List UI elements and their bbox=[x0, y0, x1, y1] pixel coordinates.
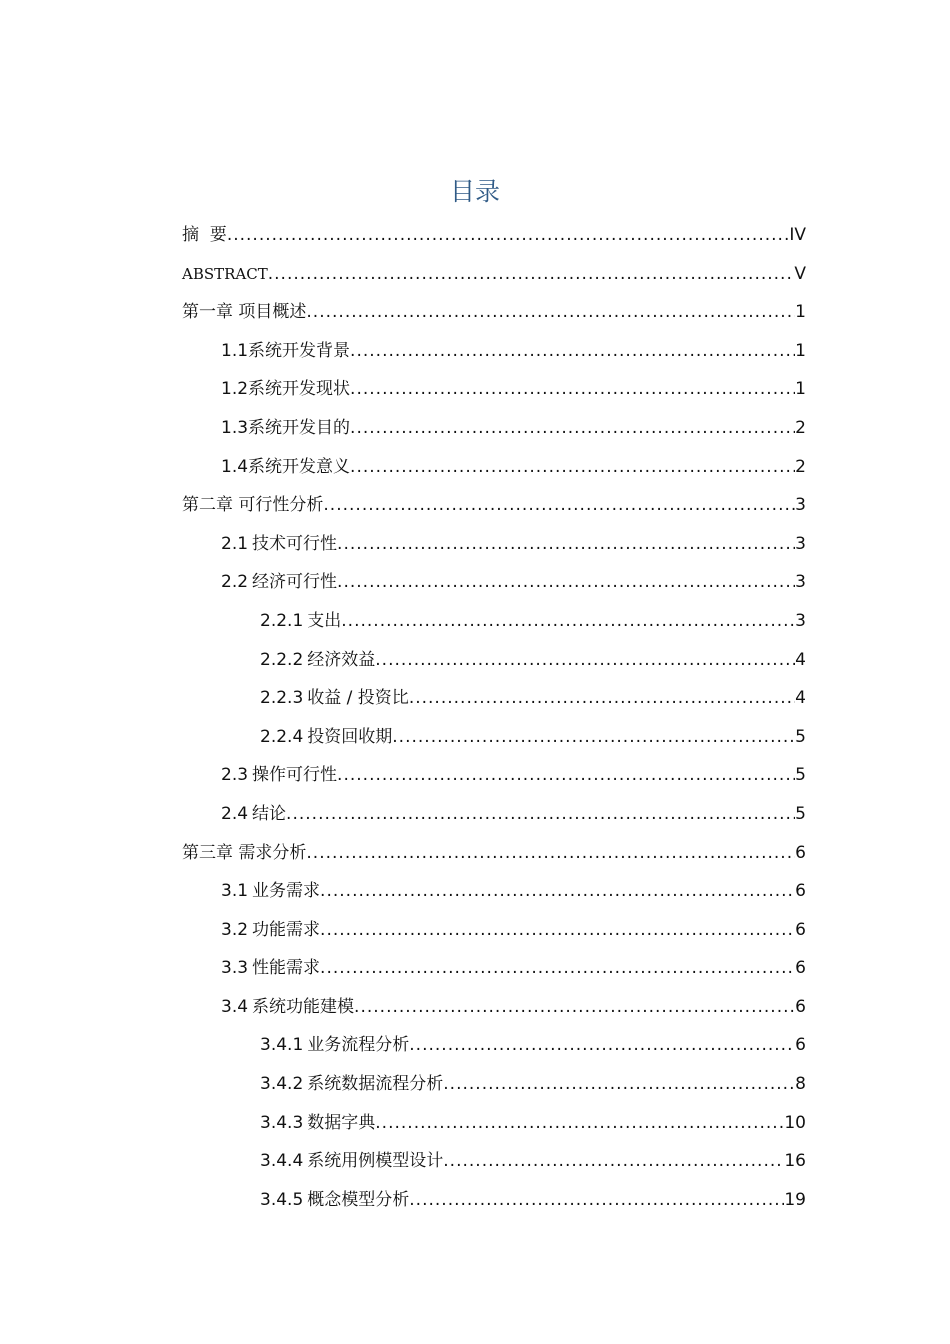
toc-entry[interactable] bbox=[182, 332, 806, 371]
toc-entry-label: 系统开发现状 bbox=[248, 379, 351, 400]
toc-leader bbox=[375, 641, 795, 680]
toc-leader bbox=[409, 679, 795, 718]
toc-leader bbox=[375, 1104, 784, 1143]
toc-entry-page: 16 bbox=[784, 1151, 806, 1172]
toc-entry[interactable] bbox=[182, 1065, 806, 1104]
toc-entry-page: 6 bbox=[795, 842, 806, 863]
toc-entry-page: 19 bbox=[784, 1189, 806, 1210]
toc-entry-number: 1.3 bbox=[221, 417, 249, 438]
toc-entry-number: 3.4 bbox=[221, 996, 249, 1017]
toc-entry-page: 4 bbox=[795, 688, 806, 709]
toc-entry-label: 业务需求 bbox=[252, 881, 321, 902]
toc-entry-number: 2.2.2 bbox=[260, 649, 304, 670]
toc-entry[interactable] bbox=[182, 1026, 806, 1065]
toc-leader bbox=[350, 332, 795, 371]
toc-entry-page: 6 bbox=[795, 881, 806, 902]
toc-leader bbox=[337, 563, 795, 602]
toc-entry[interactable] bbox=[182, 563, 806, 602]
toc-entry-label: 系统数据流程分析 bbox=[307, 1074, 444, 1095]
toc-entry[interactable] bbox=[182, 988, 806, 1027]
toc-entry[interactable] bbox=[182, 525, 806, 564]
toc-entry[interactable] bbox=[182, 756, 806, 795]
toc-entry[interactable] bbox=[182, 1181, 806, 1220]
toc-entry[interactable] bbox=[182, 1104, 806, 1143]
toc-entry-label: 结论 bbox=[252, 803, 287, 824]
toc-entry[interactable] bbox=[182, 486, 806, 525]
toc-entry[interactable] bbox=[182, 255, 806, 294]
toc-entry-number: 3.3 bbox=[221, 958, 249, 979]
toc-entry-label: 系统开发背景 bbox=[248, 340, 351, 361]
toc-leader bbox=[227, 216, 790, 255]
toc-entry-label: 经济可行性 bbox=[252, 572, 338, 593]
toc-entry-label: 收益 / 投资比 bbox=[307, 688, 409, 709]
toc-entry[interactable] bbox=[182, 448, 806, 487]
toc-entry-number: 3.2 bbox=[221, 919, 249, 940]
toc-entry-page: 5 bbox=[795, 726, 806, 747]
toc-entry-label: 概念模型分析 bbox=[307, 1189, 410, 1210]
toc-entry-page: 6 bbox=[795, 1035, 806, 1056]
toc-leader bbox=[306, 293, 795, 332]
toc-entry-page: 4 bbox=[795, 649, 806, 670]
toc-entry-page: 1 bbox=[795, 379, 806, 400]
toc-leader bbox=[350, 409, 795, 448]
toc-leader bbox=[268, 255, 795, 294]
toc-entry-label: 摘 要 bbox=[182, 225, 227, 245]
toc-entry-number: 2.4 bbox=[221, 803, 249, 824]
toc-entry-label: 支出 bbox=[307, 610, 342, 631]
toc-entry[interactable] bbox=[182, 834, 806, 873]
toc-entry[interactable] bbox=[182, 293, 806, 332]
toc-entry-label: 业务流程分析 bbox=[307, 1035, 410, 1056]
toc-entry-number: 3.1 bbox=[221, 881, 249, 902]
toc-entry-page: 6 bbox=[795, 996, 806, 1017]
toc-leader bbox=[409, 1181, 784, 1220]
toc-entry[interactable] bbox=[182, 911, 806, 950]
toc-entry-number: 1.2 bbox=[221, 379, 249, 400]
toc-entry-label: 功能需求 bbox=[252, 919, 321, 940]
toc-entry[interactable] bbox=[182, 872, 806, 911]
toc-entry[interactable] bbox=[182, 795, 806, 834]
toc-entry-page: 1 bbox=[795, 340, 806, 361]
toc-entry[interactable] bbox=[182, 409, 806, 448]
toc-entry-number: 3.4.2 bbox=[260, 1074, 304, 1095]
toc-entry-page: 1 bbox=[795, 302, 806, 323]
toc-entry-number: 2.2.1 bbox=[260, 610, 304, 631]
toc-leader bbox=[337, 756, 795, 795]
toc-entry-page: IV bbox=[789, 225, 806, 245]
toc-leader bbox=[341, 602, 795, 641]
toc-entry-number: 3.4.1 bbox=[260, 1035, 304, 1056]
toc-entry-label: 性能需求 bbox=[252, 958, 321, 979]
toc-entry-page: 3 bbox=[795, 572, 806, 593]
toc-leader bbox=[320, 911, 795, 950]
toc-entry-label: 系统功能建模 bbox=[252, 996, 355, 1017]
toc-leader bbox=[354, 988, 795, 1027]
toc-entry-number: 2.1 bbox=[221, 533, 249, 554]
toc-leader bbox=[286, 795, 795, 834]
toc-entry-label: ABSTRACT bbox=[182, 264, 268, 283]
toc-entry-page: 2 bbox=[795, 417, 806, 438]
toc-entry[interactable] bbox=[182, 949, 806, 988]
toc-entry-label: 经济效益 bbox=[307, 649, 376, 670]
toc-leader bbox=[320, 949, 795, 988]
toc-entry-number: 3.4.4 bbox=[260, 1151, 304, 1172]
toc-entry-page: 3 bbox=[795, 495, 806, 516]
toc-entry-label: 系统开发目的 bbox=[248, 417, 351, 438]
toc-leader bbox=[320, 872, 795, 911]
toc-entry-page: 8 bbox=[795, 1074, 806, 1095]
toc-entry[interactable] bbox=[182, 718, 806, 757]
toc-entry-label: 数据字典 bbox=[307, 1112, 376, 1133]
toc-entry-page: 6 bbox=[795, 958, 806, 979]
toc-entry-label: 操作可行性 bbox=[252, 765, 338, 786]
toc-entry[interactable] bbox=[182, 370, 806, 409]
toc-entry-page: 3 bbox=[795, 533, 806, 554]
toc-entry-label: 系统用例模型设计 bbox=[307, 1151, 444, 1172]
toc-entry-label: 第三章 需求分析 bbox=[182, 842, 307, 863]
toc-entry-number: 3.4.3 bbox=[260, 1112, 304, 1133]
toc-entry[interactable] bbox=[182, 216, 806, 255]
toc-entry-number: 2.2.4 bbox=[260, 726, 304, 747]
toc-leader bbox=[443, 1142, 784, 1181]
toc-entry-page: 10 bbox=[784, 1112, 806, 1133]
toc-entry-label: 系统开发意义 bbox=[248, 456, 351, 477]
toc-entry-page: 2 bbox=[795, 456, 806, 477]
toc-entry-page: 5 bbox=[795, 765, 806, 786]
toc-entry-number: 3.4.5 bbox=[260, 1189, 304, 1210]
toc-entry-label: 技术可行性 bbox=[252, 533, 338, 554]
toc-entry[interactable] bbox=[182, 602, 806, 641]
toc-entry[interactable] bbox=[182, 1142, 806, 1181]
toc-leader bbox=[409, 1026, 795, 1065]
toc-entry-label: 第二章 可行性分析 bbox=[182, 495, 324, 516]
toc-entry-page: 5 bbox=[795, 803, 806, 824]
toc-title: 目录 bbox=[449, 177, 500, 206]
toc-entry-number: 2.2 bbox=[221, 572, 249, 593]
toc-entry[interactable] bbox=[182, 641, 806, 680]
toc-entry-label: 第一章 项目概述 bbox=[182, 302, 307, 323]
toc-leader bbox=[392, 718, 795, 757]
toc-entry-number: 2.3 bbox=[221, 765, 249, 786]
toc-leader bbox=[443, 1065, 795, 1104]
toc-leader bbox=[350, 448, 795, 487]
toc-entry-page: 3 bbox=[795, 610, 806, 631]
toc-entry-label: 投资回收期 bbox=[307, 726, 393, 747]
toc-entry-number: 2.2.3 bbox=[260, 688, 304, 709]
toc-leader bbox=[350, 370, 795, 409]
toc-entry-page: V bbox=[794, 263, 806, 284]
toc-list bbox=[182, 216, 806, 1219]
toc-entry-number: 1.4 bbox=[221, 456, 249, 477]
toc-entry-number: 1.1 bbox=[221, 340, 249, 361]
toc-entry-page: 6 bbox=[795, 919, 806, 940]
toc-leader bbox=[306, 834, 795, 873]
toc-entry[interactable] bbox=[182, 679, 806, 718]
toc-leader bbox=[337, 525, 795, 564]
toc-leader bbox=[323, 486, 795, 525]
